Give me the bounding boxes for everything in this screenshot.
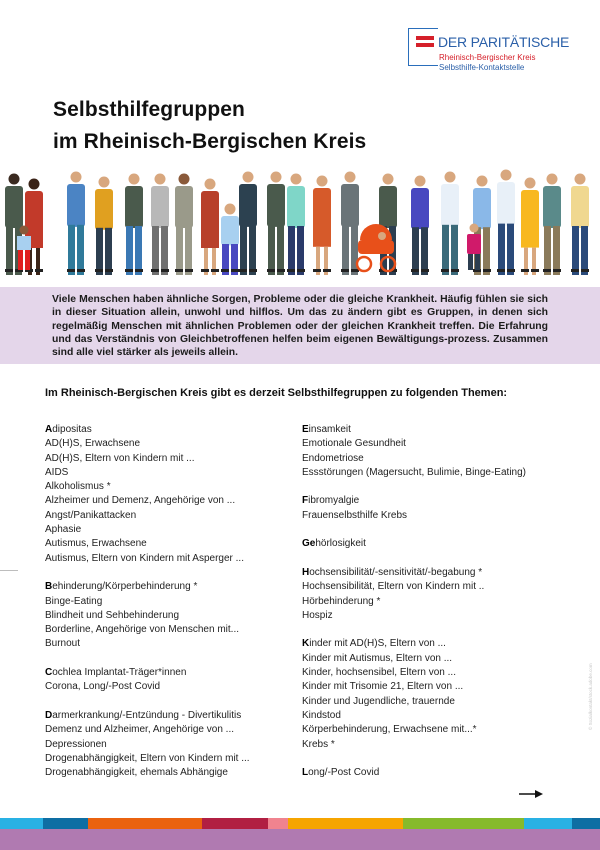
footer-stripe — [524, 818, 572, 829]
topics-heading: Im Rheinisch-Bergischen Kreis gibt es derzeit Selbsthilfegruppen zu folgenden Themen: — [45, 387, 508, 399]
footer-stripe — [88, 818, 202, 829]
logo-equals-icon — [416, 36, 434, 40]
topic-item: Alzheimer und Demenz, Angehörige von ... — [45, 495, 236, 507]
topic-item: Binge-Eating — [45, 595, 103, 607]
topic-item: Frauenselbsthilfe Krebs — [302, 509, 408, 521]
topic-item: Gehörlosigkeit — [302, 538, 366, 550]
topic-item: Hörbehinderung * — [302, 595, 381, 607]
topic-item: Hochsensibilität/-sensitivität/-begabung * — [302, 566, 483, 578]
footer-stripe — [202, 818, 268, 829]
paritaetische-logo — [408, 28, 578, 70]
topic-item: Adipositas — [45, 424, 92, 435]
topic-item: AD(H)S, Erwachsene — [45, 438, 141, 450]
topic-item: Kinder mit AD(H)S, Eltern von ... — [302, 638, 446, 650]
people-illustration — [0, 160, 600, 275]
page-title — [53, 94, 366, 158]
topics-column-right — [302, 423, 582, 795]
topic-group-l — [302, 766, 582, 780]
topic-group-f — [302, 494, 582, 523]
footer-stripe — [572, 818, 600, 829]
topic-item: Alkoholismus * — [45, 481, 111, 493]
topic-item: Blindheit und Sehbehinderung — [45, 609, 179, 621]
topic-group-k — [302, 637, 582, 751]
title-line-2: im Rheinisch-Bergischen Kreis — [53, 130, 367, 153]
topic-group-d — [45, 709, 285, 780]
topic-item: Kindstod — [302, 709, 341, 721]
topic-item: Kinder und Jugendliche, trauernde — [302, 695, 455, 707]
logo-subtitle-region: Rheinisch-Bergischer Kreis — [439, 53, 536, 62]
topic-item: AIDS — [45, 466, 69, 478]
topic-item: Borderline, Angehörige von Menschen mit... — [45, 624, 239, 636]
topic-item: Einsamkeit — [302, 424, 351, 435]
footer-stripe — [268, 818, 288, 829]
topic-item: Cochlea Implantat-Träger*innen — [45, 667, 187, 679]
topic-group-a — [45, 423, 285, 566]
topic-item: Endometriose — [302, 452, 364, 464]
logo-frame-icon — [408, 28, 438, 66]
topic-item: Long/-Post Covid — [302, 767, 380, 779]
topic-item: Aphasie — [45, 524, 82, 536]
topic-item: AD(H)S, Eltern von Kindern mit ... — [45, 452, 195, 464]
footer-stripe — [43, 818, 88, 829]
topic-item: Kinder mit Trisomie 21, Eltern von ... — [302, 681, 464, 693]
logo-subtitle-office: Selbsthilfe-Kontaktstelle — [439, 63, 525, 72]
logo-equals-icon-bar — [416, 43, 434, 47]
image-credit: © Sozialkontakt/stock.adobe.com — [588, 663, 593, 730]
topic-group-b — [45, 580, 285, 651]
topic-item: Körperbehinderung, Erwachsene mit...* — [302, 724, 477, 736]
topic-item: Burnout — [45, 638, 81, 650]
topic-item: Drogenabhängigkeit, Eltern von Kindern mit ... — [45, 752, 250, 764]
topic-item: Angst/Panikattacken — [45, 509, 137, 521]
topic-item: Corona, Long/-Post Covid — [45, 681, 161, 693]
topic-item: Darmerkrankung/-Entzündung - Divertikulitis — [45, 709, 242, 721]
topic-group-g — [302, 537, 582, 551]
topic-group-h — [302, 566, 582, 623]
topic-item: Hospiz — [302, 609, 333, 621]
title-line-1: Selbsthilfegruppen — [53, 98, 245, 121]
topics-column-left — [45, 423, 285, 795]
topic-group-c — [45, 666, 285, 695]
topic-group-e — [302, 423, 582, 480]
topic-item: Essstörungen (Magersucht, Bulimie, Binge-Eating) — [302, 466, 526, 478]
topic-item: Krebs * — [302, 738, 335, 750]
footer-stripe — [288, 818, 403, 829]
fold-mark — [0, 570, 18, 571]
logo-name: DER PARITÄTISCHE — [438, 34, 570, 50]
footer-band — [0, 829, 600, 850]
topic-item: Hochsensibilität, Eltern von Kindern mit .. — [302, 581, 485, 593]
intro-box — [0, 287, 600, 364]
footer-stripe — [403, 818, 524, 829]
topic-item: Drogenabhängigkeit, ehemals Abhängige — [45, 767, 228, 779]
topic-item: Kinder, hochsensibel, Eltern von ... — [302, 667, 456, 679]
topic-item: Demenz und Alzheimer, Angehörige von ... — [45, 724, 235, 736]
footer-stripe — [0, 818, 43, 829]
topic-item: Autismus, Erwachsene — [45, 538, 147, 550]
intro-text: Viele Menschen haben ähnliche Sorgen, Probleme oder die gleiche Krankheit. Häufig fühlen sie sich in dieser Situation allein, unwohl und hilflos. Um das zu ändern gibt es Gruppen, in denen sich regelmäßig Menschen mit ähnlichen Problemen oder der gleichen Krankheit treffen. Die Erfahrung und das Verständnis von Gleichbetroffenen helfen beim eigenen Bewältigungs-prozess. Zusammen sind alle viel stärker als jeweils allein. — [52, 294, 548, 359]
topic-item: Behinderung/Körperbehinderung * — [45, 581, 198, 593]
topic-item: Depressionen — [45, 738, 107, 750]
arrow-right-icon[interactable] — [519, 789, 543, 799]
topic-item: Fibromyalgie — [302, 495, 360, 507]
topic-item: Emotionale Gesundheit — [302, 438, 406, 450]
topic-item: Kinder mit Autismus, Eltern von ... — [302, 652, 453, 664]
footer-color-stripes — [0, 818, 600, 829]
topic-item: Autismus, Eltern von Kindern mit Asperger ... — [45, 552, 244, 564]
